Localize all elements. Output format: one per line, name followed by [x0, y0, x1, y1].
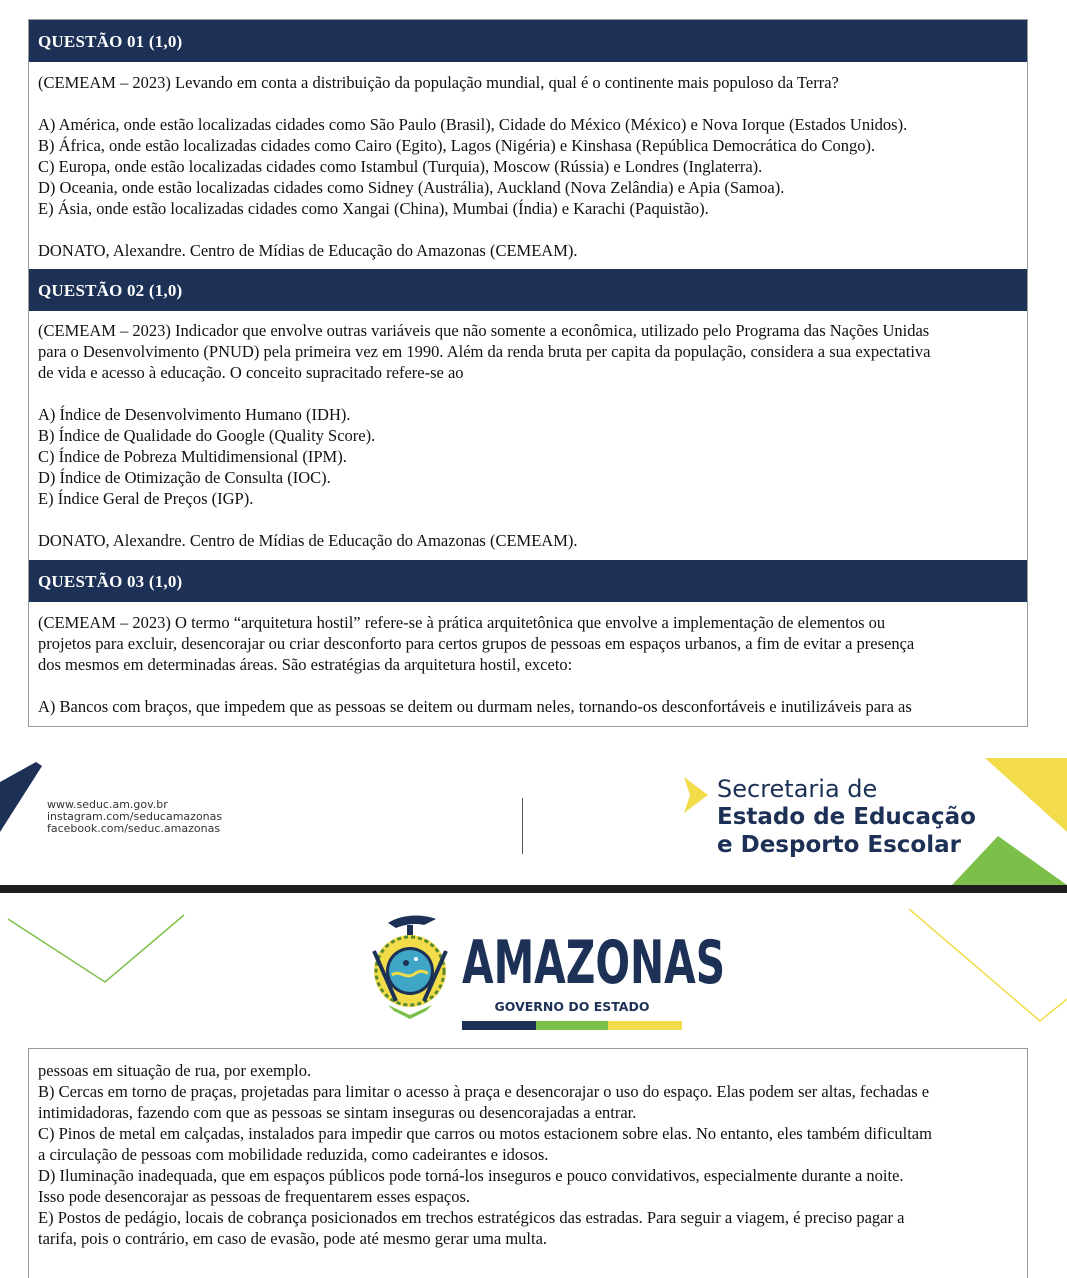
continuation-line: intimidadoras, fazendo com que as pessoas se sintam inseguras ou desencorajadas a entrar. [38, 1103, 637, 1122]
continuation-line: pessoas em situação de rua, por exemplo. [38, 1061, 312, 1080]
question-3-option-e: E) Postos de pedágio, locais de cobrança posicionados em trechos estratégicos das estradas. Para seguir a viagem, é preciso pagar a [38, 1208, 905, 1227]
header-yellow-line-shape [905, 903, 1067, 1028]
government-bar-yellow [608, 1021, 682, 1030]
question-1-stem: (CEMEAM – 2023) Levando em conta a distribuição da população mundial, qual é o continente mais populoso da Terra? [38, 73, 839, 92]
question-2-body [29, 311, 1027, 560]
footer-yellow-corner-shape [985, 756, 1067, 834]
question-2-source: DONATO, Alexandre. Centro de Mídias de Educação do Amazonas (CEMEAM). [38, 531, 578, 550]
secretaria-title [717, 775, 976, 859]
question-2-option-b: B) Índice de Qualidade do Google (Quality Score). [38, 426, 376, 445]
state-name: AMAZONAS [462, 928, 726, 998]
secretaria-line-1: Secretaria de [717, 775, 878, 803]
question-3-option-b: B) Cercas em torno de praças, projetadas para limitar o acesso à praça e desencorajar o uso do espaço. Elas podem ser altas, fechadas e [38, 1082, 930, 1101]
question-3-stem-line: projetos para excluir, desencorajar ou criar desconforto para certos grupos de pessoas em espaços urbanos, a fim de evitar a presença [38, 634, 915, 653]
secretaria-line-3: e Desporto Escolar [717, 832, 961, 858]
question-1-option-c: C) Europa, onde estão localizadas cidades como Istambul (Turquia), Moscow (Rússia) e Londres (Inglaterra). [38, 157, 763, 176]
question-1-header: QUESTÃO 01 (1,0) [29, 20, 1027, 62]
question-3-stem-line: dos mesmos em determinadas áreas. São estratégias da arquitetura hostil, exceto: [38, 655, 573, 674]
question-2-stem-line: de vida e acesso à educação. O conceito supracitado refere-se ao [38, 363, 464, 382]
website-link[interactable]: www.seduc.am.gov.br [47, 798, 168, 811]
question-2-stem-line: (CEMEAM – 2023) Indicador que envolve outras variáveis que não somente a econômica, utilizado pelo Programa das Nações Unidas [38, 321, 930, 340]
government-bar-green [536, 1021, 608, 1030]
government-bar-navy [462, 1021, 536, 1030]
question-1-source: DONATO, Alexandre. Centro de Mídias de Educação do Amazonas (CEMEAM). [38, 241, 578, 260]
facebook-link[interactable]: facebook.com/seduc.amazonas [47, 822, 221, 835]
question-3-body [29, 602, 1027, 717]
question-2-option-d: D) Índice de Otimização de Consulta (IOC). [38, 468, 331, 487]
question-3-header: QUESTÃO 03 (1,0) [29, 560, 1027, 602]
secretaria-arrow-icon [682, 775, 710, 815]
footer-green-corner-shape [952, 836, 1067, 885]
question-2-header: QUESTÃO 02 (1,0) [29, 269, 1027, 311]
question-1-body [29, 62, 1027, 269]
footer-links [47, 799, 222, 835]
question-3-continuation [29, 1049, 1027, 1249]
page-footer [0, 740, 1067, 885]
question-3-option-c: C) Pinos de metal em calçadas, instalados para impedir que carros ou motos estacionem sobre elas. No entanto, eles também dificultam [38, 1124, 932, 1143]
question-3-stem-line: (CEMEAM – 2023) O termo “arquitetura hostil” refere-se à prática arquitetônica que envolve a implementação de elementos ou [38, 613, 886, 632]
question-1-option-d: D) Oceania, onde estão localizadas cidades como Sidney (Austrália), Auckland (Nova Zelândia) e Apia (Samoa). [38, 178, 785, 197]
continuation-line: tarifa, pois o contrário, em caso de evasão, pode até mesmo gerar uma multa. [38, 1229, 548, 1248]
question-1-option-e: E) Ásia, onde estão localizadas cidades como Xangai (China), Mumbai (Índia) e Karachi (Paquistão). [38, 199, 709, 218]
secretaria-line-2: Estado de Educação [717, 804, 976, 830]
footer-navy-corner-shape [0, 762, 50, 842]
question-1-option-a: A) América, onde estão localizadas cidades como São Paulo (Brasil), Cidade do México (México) e Nova Iorque (Estados Unidos). [38, 115, 908, 134]
question-3-option-a-start: A) Bancos com braços, que impedem que as pessoas se deitem ou durmam neles, tornando-os desconfortáveis e inutilizáveis para as [38, 697, 912, 716]
question-2-option-e: E) Índice Geral de Preços (IGP). [38, 489, 254, 508]
continuation-line: a circulação de pessoas com mobilidade reduzida, como cadeirantes e idosos. [38, 1145, 549, 1164]
page-header [0, 893, 1067, 1048]
question-2-option-a: A) Índice de Desenvolvimento Humano (IDH). [38, 405, 351, 424]
government-color-bar [462, 1021, 682, 1030]
question-2-stem-line: para o Desenvolvimento (PNUD) pela primeira vez em 1990. Além da renda bruta per capita da população, considera a sua expectativa [38, 342, 931, 361]
footer-divider [522, 798, 523, 854]
question-1-option-b: B) África, onde estão localizadas cidades como Cairo (Egito), Lagos (Nigéria) e Kinshasa (República Democrática do Congo). [38, 136, 876, 155]
continuation-line: Isso pode desencorajar as pessoas de frequentarem esses espaços. [38, 1187, 471, 1206]
exam-page-bottom [28, 1048, 1028, 1278]
amazonas-coat-of-arms-icon [366, 911, 456, 1023]
question-3-option-d: D) Iluminação inadequada, que em espaços públicos pode torná-los inseguros e pouco convidativos, especialmente durante a noite. [38, 1166, 904, 1185]
exam-page-top [28, 19, 1028, 727]
header-green-line-shape [0, 903, 190, 983]
question-2-option-c: C) Índice de Pobreza Multidimensional (IPM). [38, 447, 347, 466]
instagram-link[interactable]: instagram.com/seducamazonas [47, 810, 223, 823]
government-label: GOVERNO DO ESTADO [494, 999, 650, 1014]
page-separator-band [0, 885, 1067, 893]
